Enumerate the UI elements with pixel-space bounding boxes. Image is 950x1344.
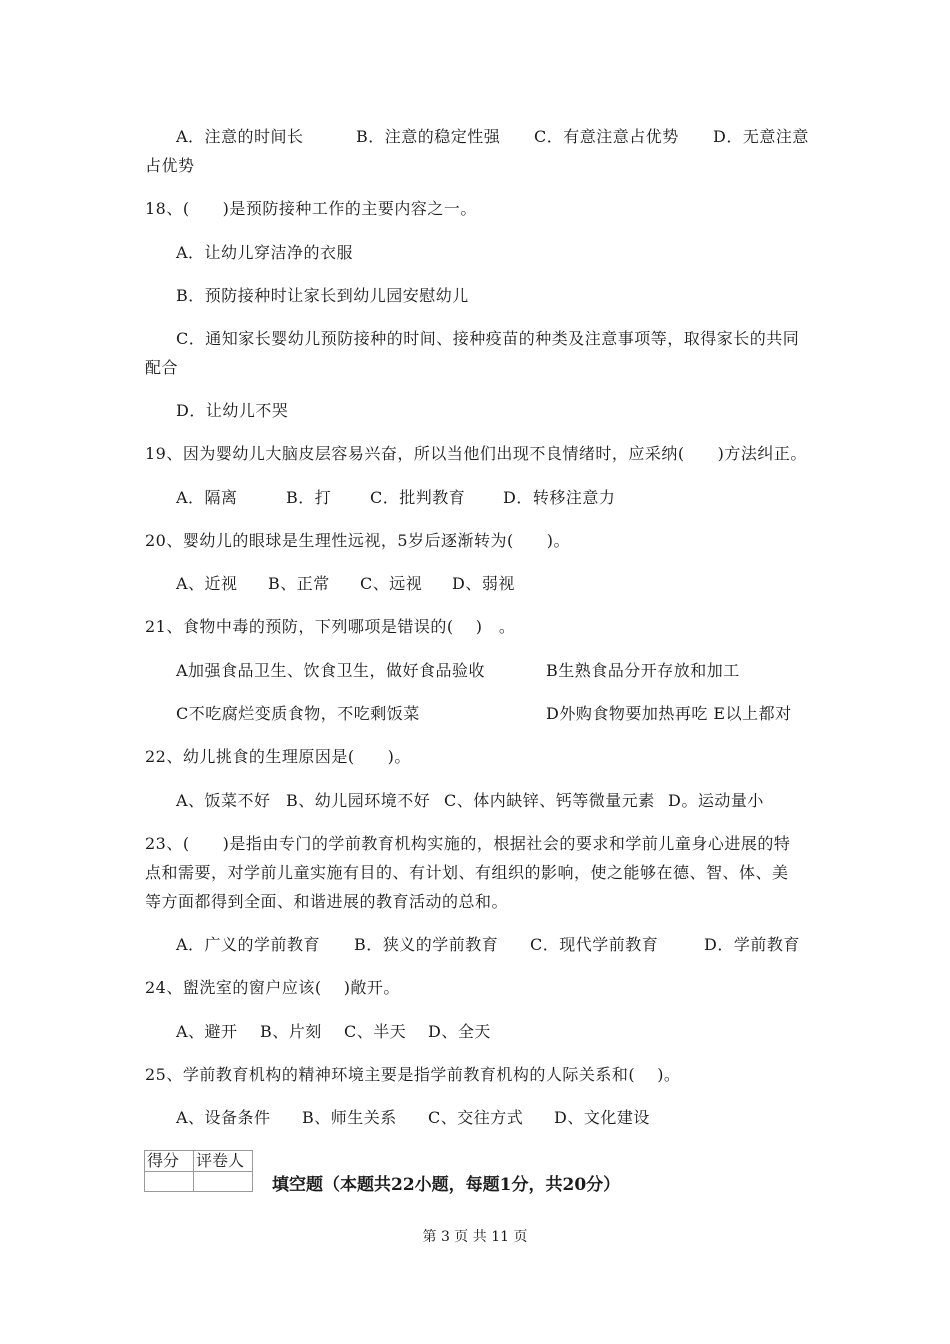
q25-option-d: D、文化建设 xyxy=(554,1108,650,1127)
q21-stem: 21、食物中毒的预防，下列哪项是错误的( ) 。 xyxy=(145,617,516,636)
q17-option-b: B．注意的稳定性强 xyxy=(356,127,501,146)
q21-option-c: C不吃腐烂变质食物，不吃剩饭菜 xyxy=(176,704,420,723)
q19-stem: 19、因为婴幼儿大脑皮层容易兴奋，所以当他们出现不良情绪时，应采纳( )方法纠正。 xyxy=(145,444,807,463)
q23-option-c: C．现代学前教育 xyxy=(530,935,659,954)
grader-cell[interactable] xyxy=(194,1172,253,1192)
q18-option-c-wrap: 配合 xyxy=(145,358,179,377)
q23-stem-line-3: 等方面都得到全面、和谐进展的教育活动的总和。 xyxy=(145,892,509,911)
q21-option-b: B生熟食品分开存放和加工 xyxy=(546,661,740,680)
q25-option-a: A、设备条件 xyxy=(176,1108,271,1127)
q24-option-c: C、半天 xyxy=(344,1022,407,1041)
q23-stem-line-1: 23、( )是指由专门的学前教育机构实施的，根据社会的要求和学前儿童身心进展的特 xyxy=(145,834,791,853)
score-cell[interactable] xyxy=(145,1172,194,1192)
q18-option-b: B．预防接种时让家长到幼儿园安慰幼儿 xyxy=(176,286,469,305)
q17-option-d-wrap: 占优势 xyxy=(145,156,195,175)
q20-option-a: A、近视 xyxy=(176,574,238,593)
q20-option-c: C、远视 xyxy=(360,574,423,593)
score-box xyxy=(144,1150,253,1192)
q24-option-a: A、避开 xyxy=(176,1022,238,1041)
q25-option-b: B、师生关系 xyxy=(302,1108,397,1127)
q22-option-d: D。运动量小 xyxy=(668,791,764,810)
q20-option-d: D、弱视 xyxy=(452,574,515,593)
q23-option-a: A．广义的学前教育 xyxy=(176,935,321,954)
q18-option-c: C．通知家长婴幼儿预防接种的时间、接种疫苗的种类及注意事项等，取得家长的共同 xyxy=(176,329,800,348)
page-footer: 第 3 页 共 11 页 xyxy=(422,1229,528,1245)
q24-stem: 24、盥洗室的窗户应该( )敞开。 xyxy=(145,978,400,997)
q25-option-c: C、交往方式 xyxy=(428,1108,524,1127)
q17-option-d: D．无意注意 xyxy=(713,127,809,146)
q19-option-c: C．批判教育 xyxy=(370,488,466,507)
q19-option-b: B．打 xyxy=(286,488,332,507)
q17-option-a: A．注意的时间长 xyxy=(176,127,304,146)
q23-stem-line-2: 点和需要，对学前儿童实施有目的、有计划、有组织的影响，使之能够在德、智、体、美 xyxy=(145,863,789,882)
q23-option-b: B．狭义的学前教育 xyxy=(354,935,499,954)
q24-option-b: B、片刻 xyxy=(260,1022,322,1041)
grader-label: 评卷人 xyxy=(194,1151,253,1172)
q22-stem: 22、幼儿挑食的生理原因是( )。 xyxy=(145,747,411,766)
q22-option-c: C、体内缺锌、钙等微量元素 xyxy=(444,791,655,810)
score-label: 得分 xyxy=(145,1151,194,1172)
q18-option-d: D．让幼儿不哭 xyxy=(176,401,289,420)
q18-stem: 18、( )是预防接种工作的主要内容之一。 xyxy=(145,199,477,218)
q21-option-a: A加强食品卫生、饮食卫生，做好食品验收 xyxy=(176,661,486,680)
q17-option-c: C．有意注意占优势 xyxy=(534,127,679,146)
q22-option-b: B、幼儿园环境不好 xyxy=(286,791,431,810)
q19-option-a: A．隔离 xyxy=(176,488,238,507)
q20-option-b: B、正常 xyxy=(268,574,330,593)
q18-option-a: A．让幼儿穿洁净的衣服 xyxy=(176,243,354,262)
q24-option-d: D、全天 xyxy=(428,1022,491,1041)
q19-option-d: D．转移注意力 xyxy=(503,488,616,507)
q23-option-d: D．学前教育 xyxy=(704,935,800,954)
q21-option-de: D外购食物要加热再吃 E以上都对 xyxy=(546,704,792,723)
q20-stem: 20、婴幼儿的眼球是生理性远视，5岁后逐渐转为( )。 xyxy=(145,531,571,550)
section-title: 填空题（本题共22小题，每题1分，共20分） xyxy=(272,1175,621,1195)
q22-option-a: A、饭菜不好 xyxy=(176,791,271,810)
q25-stem: 25、学前教育机构的精神环境主要是指学前教育机构的人际关系和( )。 xyxy=(145,1065,681,1084)
